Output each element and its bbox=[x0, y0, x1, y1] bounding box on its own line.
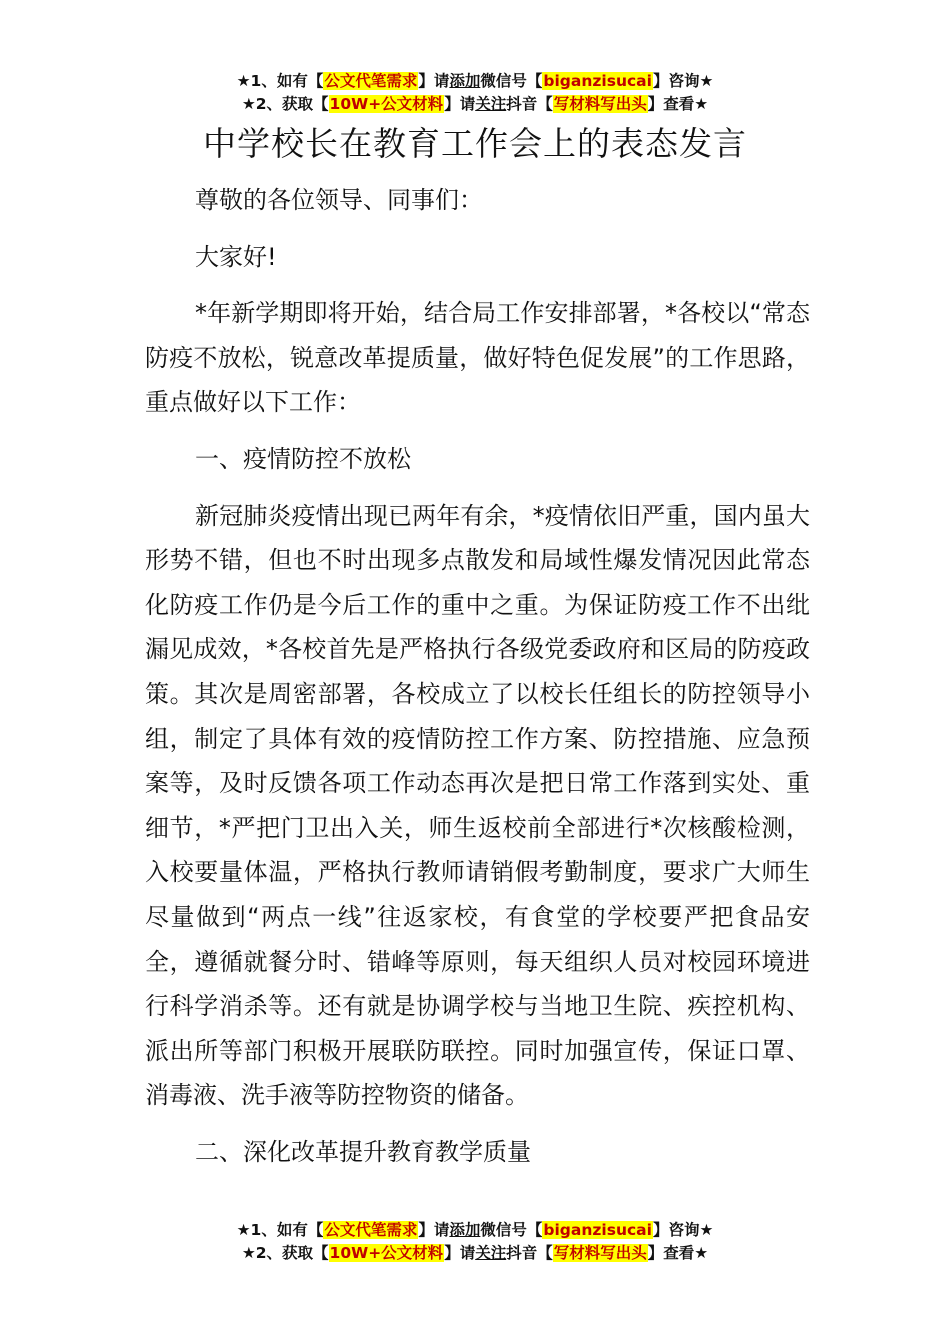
star-icon: ★ bbox=[241, 1244, 256, 1262]
ad-highlight: 写材料写出头 bbox=[553, 95, 647, 113]
ad-text: 1、如有【 bbox=[250, 1221, 324, 1239]
ad-text: 】请 bbox=[444, 95, 476, 113]
ad-text: 】请 bbox=[418, 72, 450, 90]
ad-text: 2、获取【 bbox=[255, 95, 329, 113]
ad-text: 】咨询★ bbox=[652, 72, 714, 90]
ad-banner-line-1 bbox=[0, 70, 950, 92]
ad-text: 】咨询★ bbox=[652, 1221, 714, 1239]
ad-highlight: 公文代笔需求 bbox=[324, 72, 418, 90]
ad-emphasis: 关注 bbox=[475, 95, 507, 113]
ad-text: 2、获取【 bbox=[255, 1244, 329, 1262]
section-heading-2: 二、深化改革提升教育教学质量 bbox=[195, 1137, 531, 1166]
ad-text: 微信号【 bbox=[480, 1221, 543, 1239]
ad-highlight: 10W+公文材料 bbox=[329, 95, 444, 113]
star-icon: ★ bbox=[236, 1221, 251, 1239]
section-heading-1: 一、疫情防控不放松 bbox=[195, 444, 411, 473]
document-body bbox=[145, 178, 810, 1174]
ad-text: 】查看★ bbox=[647, 95, 709, 113]
ad-emphasis: 关注 bbox=[475, 1244, 507, 1262]
star-icon: ★ bbox=[236, 72, 251, 90]
star-icon: ★ bbox=[241, 95, 256, 113]
salutation: 尊敬的各位领导、同事们： bbox=[195, 186, 483, 214]
ad-emphasis: 添加 bbox=[449, 1221, 481, 1239]
ad-banner-line-2 bbox=[0, 93, 950, 115]
intro-paragraph: *年新学期即将开始，结合局工作安排部署，*各校以“常态防疫不放松，锐意改革提质量，做好特色促发展”的工作思路，重点做好以下工作： bbox=[145, 299, 810, 417]
ad-text: 】查看★ bbox=[647, 1244, 709, 1262]
ad-banner-line-1-bottom bbox=[0, 1219, 950, 1241]
ad-highlight: 10W+公文材料 bbox=[329, 1244, 444, 1262]
ad-text: 】请 bbox=[418, 1221, 450, 1239]
ad-text: 1、如有【 bbox=[250, 72, 324, 90]
ad-text: 】请 bbox=[444, 1244, 476, 1262]
ad-highlight: biganzisucai bbox=[543, 1221, 652, 1239]
ad-text: 微信号【 bbox=[480, 72, 543, 90]
ad-highlight: biganzisucai bbox=[543, 72, 652, 90]
document-title: 中学校长在教育工作会上的表态发言 bbox=[203, 124, 747, 163]
ad-banner-line-2-bottom bbox=[0, 1242, 950, 1264]
ad-emphasis: 添加 bbox=[449, 72, 481, 90]
section-body-1: 新冠肺炎疫情出现已两年有余，*疫情依旧严重，国内虽大形势不错，但也不时出现多点散发和局域性爆发情况因此常态化防疫工作仍是今后工作的重中之重。为保证防疫工作不出纰漏见成效，*各校首先是严格执行各级党委政府和区局的防疫政策。其次是周密部署，各校成立了以校长任组长的防控领导小组，制定了具体有效的疫情防控工作方案、防控措施、应急预案等，及时反馈各项工作动态再次是把日常工作落到实处、重细节，*严把门卫出入关，师生返校前全部进行*次核酸检测，入校要量体温，严格执行教师请销假考勤制度，要求广大师生尽量做到“两点一线”往返家校，有食堂的学校要严把食品安全，遵循就餐分时、错峰等原则，每天组织人员对校园环境进行科学消杀等。还有就是协调学校与当地卫生院、疾控机构、派出所等部门积极开展联防联控。同时加强宣传，保证口罩、消毒液、洗手液等防控物资的储备。 bbox=[145, 501, 810, 1110]
ad-highlight: 公文代笔需求 bbox=[324, 1221, 418, 1239]
ad-text: 抖音【 bbox=[506, 1244, 553, 1262]
ad-text: 抖音【 bbox=[506, 95, 553, 113]
greeting: 大家好! bbox=[195, 242, 277, 271]
ad-highlight: 写材料写出头 bbox=[553, 1244, 647, 1262]
